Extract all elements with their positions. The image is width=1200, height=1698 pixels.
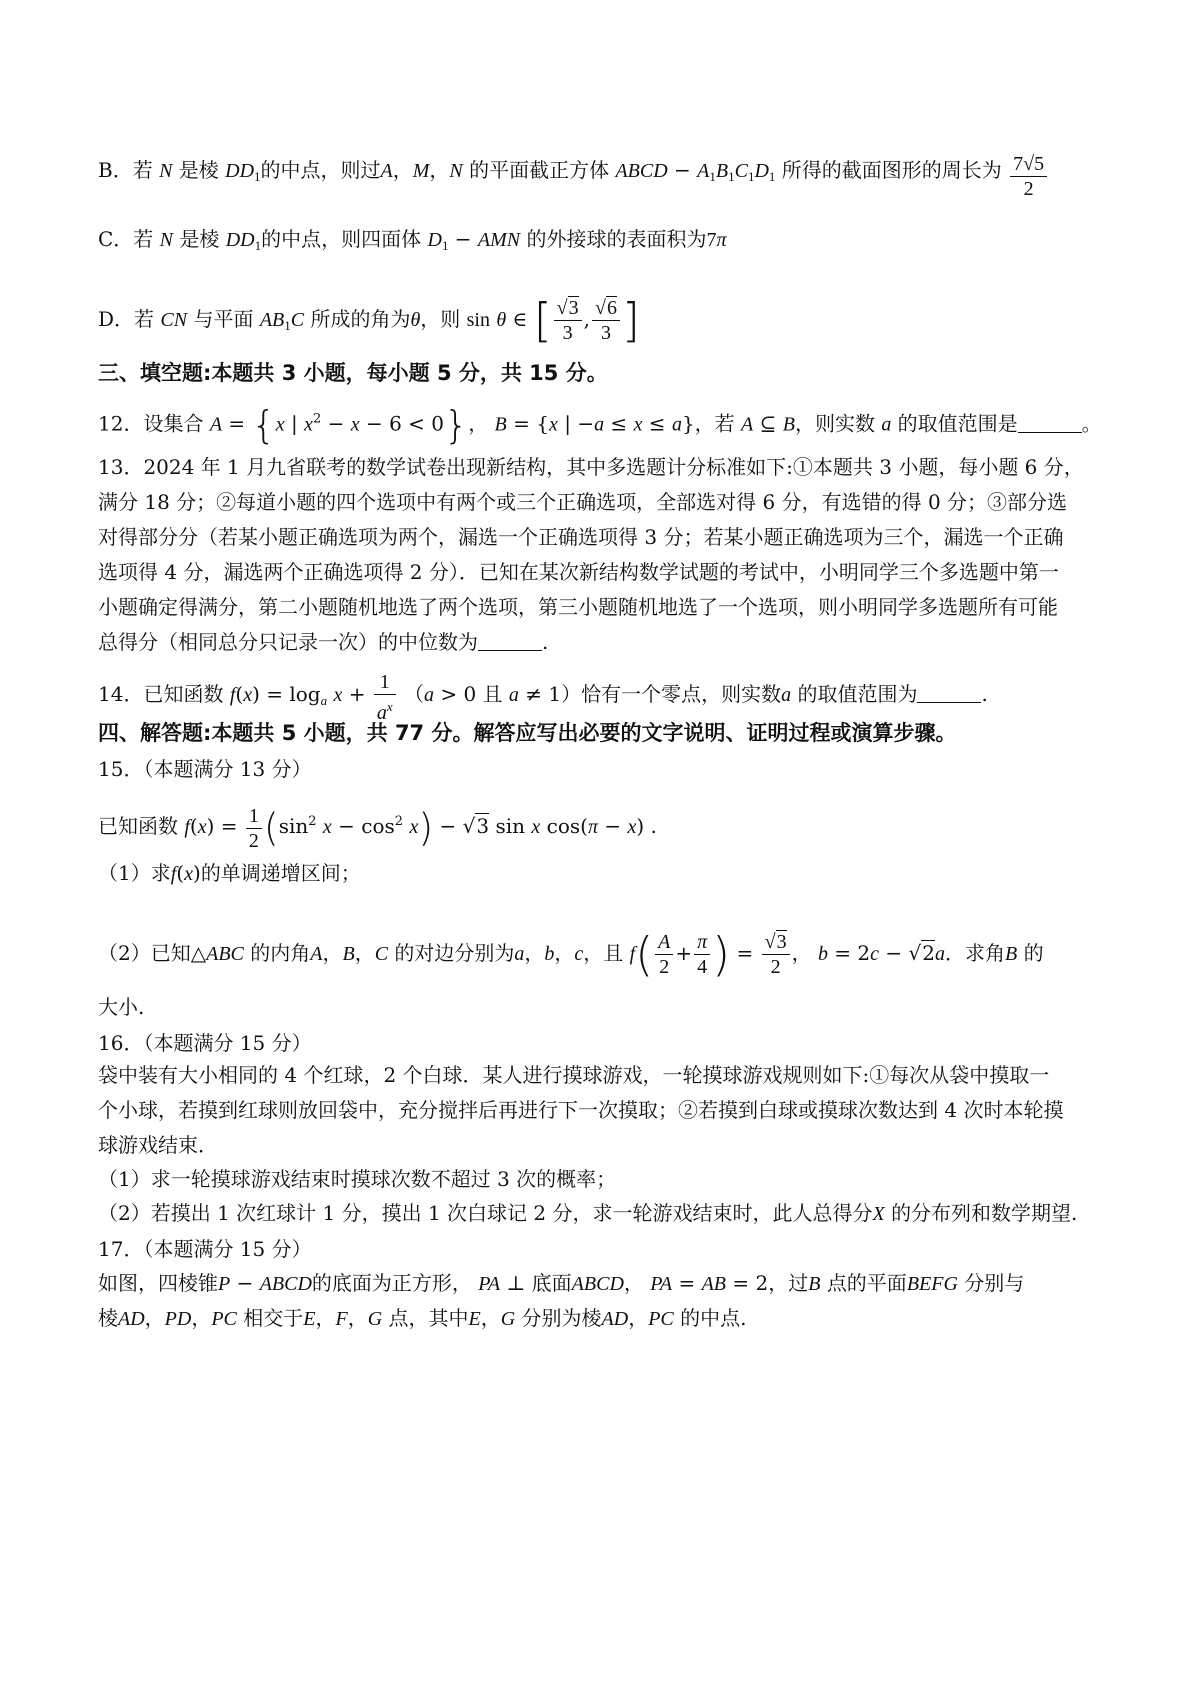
q17-l1-g: 分别与	[964, 1271, 1025, 1295]
question-17-heading: 17．（本题满分 15 分）	[98, 1237, 312, 1261]
q14-text-1: 的取值范围为	[797, 682, 918, 706]
question-15-heading: 15．（本题满分 13 分）	[98, 757, 312, 781]
q15-intro: 已知函数	[98, 814, 178, 838]
option-c: C．若 N 是棱 $DD_1$的中点，则四面体 $D_1$ − AMN 的外接球的表面积为7π	[98, 227, 727, 253]
option-c-text-1: 是棱	[179, 227, 220, 251]
q15-p2-c: 的对边分别为	[394, 941, 515, 965]
q17-l2-d: 分别为棱	[521, 1306, 602, 1330]
q15-p1-a: （1）求	[98, 861, 171, 885]
option-c-text-3: 的外接球的表面积为	[526, 227, 707, 251]
option-b-text-4: 所得的截面图形的周长为	[781, 158, 1002, 182]
q15-p2-a: （2）已知△	[98, 941, 207, 965]
question-15-function: 已知函数 f(x) = $\frac{1}{2}$ ($\sin^2$ $x - \cos^2 x) - √3$ sin x cos(π − x) .	[98, 805, 657, 852]
option-d: D．若 CN 与平面 $AB_1C$ 所成的角为θ，则 sin θ ∈ [ $\frac{√3}{3}$ , $\frac{√6}{3}$ ]	[98, 293, 640, 348]
q13-last: 总得分（相同总分只记录一次）的中位数为	[98, 630, 478, 654]
q15-p2-f: 的	[1023, 941, 1044, 965]
option-b: B．若 N 是棱 $DD_1$的中点，则过A，M，N 的平面截正方体 ABCD − $A_1B_1C_1D_1$ 所得的截面图形的周长为 $\frac{7√5}{2}$	[98, 152, 1049, 201]
question-17-line-1: 如图，四棱锥P − ABCD的底面为正方形， PA ⊥ 底面ABCD， PA = AB = 2，过B 点的平面BEFG 分别与	[98, 1271, 1025, 1295]
question-16-line-3: 球游戏结束．	[98, 1133, 218, 1157]
question-13-line-6	[98, 629, 548, 655]
option-c-label: C．若	[98, 227, 154, 251]
q15-p2-b: 的内角	[250, 941, 311, 965]
question-16-part-2: （2）若摸出 1 次红球计 1 分，摸出 1 次白球记 2 分，求一轮游戏结束时，此人总得分X 的分布列和数学期望.	[98, 1201, 1078, 1225]
question-16-part-1: （1）求一轮摸球游戏结束时摸球次数不超过 3 次的概率；	[98, 1167, 617, 1191]
question-16-line-2: 个小球，若摸到红球则放回袋中，充分搅拌后再进行下一次摸取；②若摸到白球或摸球次数达到 4 次时本轮摸	[98, 1098, 1064, 1122]
answer-blank[interactable]	[917, 684, 981, 703]
answer-blank[interactable]	[1018, 414, 1082, 433]
q15-p1-b: 的单调递增区间；	[200, 861, 361, 885]
q16-p2-b: 的分布列和数学期望.	[891, 1201, 1078, 1225]
q14-text-num: 14．已知函数	[98, 682, 224, 706]
q13-end: .	[542, 630, 549, 654]
question-16-line-1: 袋中装有大小相同的 4 个红球，2 个白球．某人进行摸球游戏，一轮摸球游戏规则如下:①每次从袋中摸取一	[98, 1063, 1050, 1087]
question-13-line-1: 13．2024 年 1 月九省联考的数学试卷出现新结构，其中多选题计分标准如下:①本题共 3 小题，每小题 6 分，	[98, 455, 1084, 479]
option-c-text-2: 的中点，则四面体	[261, 227, 422, 251]
q17-l1-f: 点的平面	[826, 1271, 907, 1295]
option-b-text-2: 的中点，则过	[260, 158, 381, 182]
fraction-numerator: 7√5	[1013, 153, 1045, 175]
question-17-line-2: 棱AD，PD，PC 相交于E，F，G 点，其中E，G 分别为棱AD，PC 的中点.	[98, 1306, 747, 1330]
question-15-part-2: （2）已知△ABC 的内角A，B，C 的对边分别为a，b，c，且 f( $\frac{A}{2}$ + $\frac{\pi}{4}$ ) = $\frac{√3}{2}$ ， b = 2c − √2a．求角B 的	[98, 927, 1044, 982]
q17-l2-c: 点，其中	[388, 1306, 469, 1330]
q14-cond-close: ）恰有一个零点，则实数	[561, 682, 782, 706]
question-12: 12．设集合 A = {x | $x^2 - x - 6 < 0$}， B = {x | −a ≤ x ≤ a}，若 A ⊆ B，则实数 a 的取值范围是 。	[98, 403, 1102, 447]
q17-l2-b: 相交于	[243, 1306, 304, 1330]
option-b-label: B．若	[98, 158, 153, 182]
q14-cond-mid: 且	[482, 682, 503, 706]
fraction-denominator: 2	[1010, 176, 1047, 201]
q12-text-4: 的取值范围是	[897, 411, 1018, 436]
q17-l1-a: 如图，四棱锥	[98, 1271, 218, 1295]
q12-text-num: 12．设集合	[98, 411, 204, 436]
question-15-part-2-cont: 大小.	[98, 995, 145, 1019]
question-13-line-3: 对得部分分（若某小题正确选项为两个，漏选一个正确选项得 3 分；若某小题正确选项为三个，漏选一个正确	[98, 525, 1064, 549]
question-13-line-4: 选项得 4 分，漏选两个正确选项得 2 分）．已知在某次新结构数学试题的考试中，小明同学三个多选题中第一	[98, 560, 1059, 584]
q12-text-1: ，	[468, 411, 489, 436]
question-15-part-1: （1）求f(x)的单调递增区间；	[98, 861, 361, 885]
q17-l1-b: 的底面为正方形，	[311, 1271, 472, 1295]
section-3-heading: 三、填空题:本题共 3 小题，每小题 5 分，共 15 分。	[98, 361, 608, 385]
option-b-text-1: 是棱	[178, 158, 219, 182]
question-16-heading: 16．（本题满分 15 分）	[98, 1031, 312, 1055]
option-d-text-1: 与平面	[193, 307, 254, 331]
q14-cond-open: （	[403, 682, 424, 706]
q12-text-3: ，则实数	[794, 411, 875, 436]
q17-l2-a: 棱	[98, 1306, 118, 1330]
option-b-text-3: 的平面截正方体	[469, 158, 610, 182]
q14-end: .	[981, 682, 988, 706]
q16-p2-a: （2）若摸出 1 次红球计 1 分，摸出 1 次白球记 2 分，求一轮游戏结束时，此人总得分	[98, 1201, 873, 1225]
answer-blank[interactable]	[478, 632, 542, 651]
question-13-line-2: 满分 18 分；②每道小题的四个选项中有两个或三个正确选项，全部选对得 6 分，有选错的得 0 分；③部分选	[98, 490, 1068, 514]
q17-l1-e: ，过	[768, 1271, 809, 1295]
perimeter-fraction	[1010, 152, 1047, 201]
q17-l1-c: 底面	[531, 1271, 572, 1295]
option-d-label: D．若	[98, 307, 155, 331]
option-d-text-2: 所成的角为	[310, 307, 411, 331]
q15-p2-d: ，且	[583, 941, 624, 965]
q15-p2-e: ．求角	[945, 941, 1005, 965]
section-4-heading: 四、解答题:本题共 5 小题，共 77 分。解答应写出必要的文字说明、证明过程或演算步骤。	[98, 721, 957, 745]
q12-text-2: ，若	[694, 411, 735, 436]
option-d-text-3: ，则	[420, 307, 461, 331]
q17-l2-e: 的中点.	[680, 1306, 747, 1330]
question-13-line-5: 小题确定得满分，第二小题随机地选了两个选项，第三小题随机地选了一个选项，则小明同学多选题所有可能	[98, 595, 1058, 619]
question-14: 14．已知函数 $f(x) = \log_a x$ + $\frac{1}{a^x}$ （a > 0 且 a ≠ 1）恰有一个零点，则实数a 的取值范围为 .	[98, 671, 988, 724]
q12-end: 。	[1081, 411, 1102, 436]
q17-l1-d: ，	[623, 1271, 644, 1295]
